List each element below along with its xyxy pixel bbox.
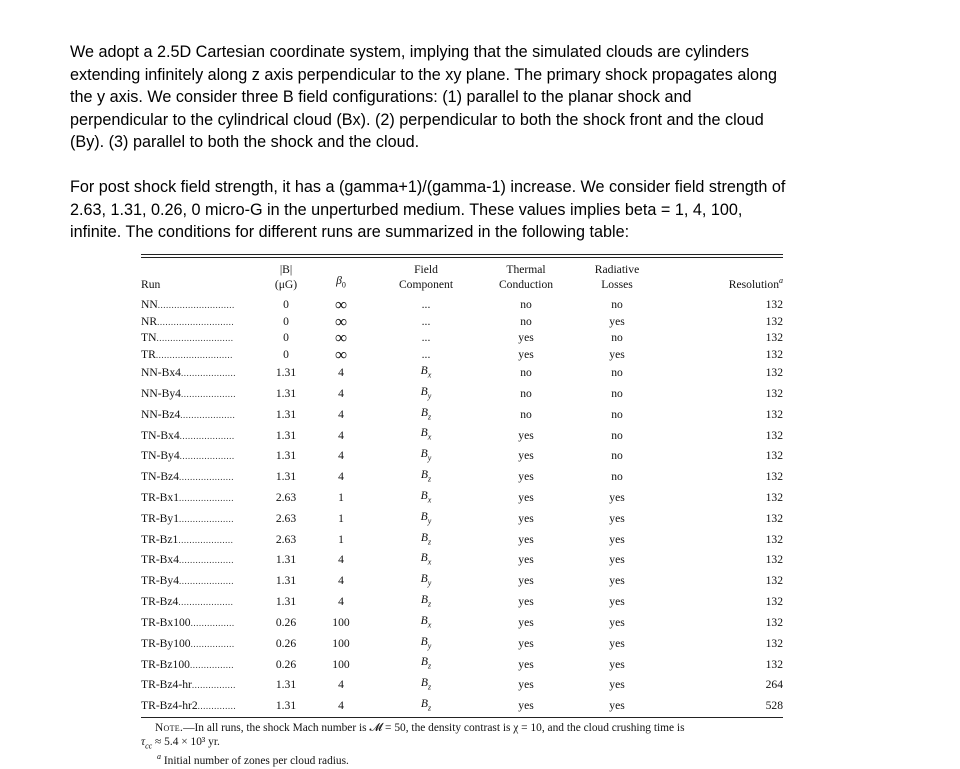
cell-run (141, 571, 261, 592)
field-symbol: B (420, 592, 428, 606)
cell-field-component (371, 654, 481, 675)
run-name: TR-Bz4-hr (141, 678, 192, 692)
cell-b-magnitude: 0.26 (275, 615, 297, 629)
table-row (141, 613, 787, 634)
run-name: TN-Bx4 (141, 428, 180, 442)
cell-radiative-losses: yes (609, 553, 625, 567)
field-subscript: z (427, 411, 432, 421)
run-name: TR-Bx100 (141, 615, 191, 629)
text-line: perpendicular to the cylindrical cloud (Bx). (2) perpendicular to both the shock front and the cloud (70, 110, 764, 129)
note-line-1 (141, 721, 783, 736)
cell-resolution: 264 (765, 678, 783, 692)
cell-b-magnitude: 1.31 (275, 470, 297, 484)
cell-run (141, 509, 261, 530)
run-name: TR-By4 (141, 574, 180, 588)
table-note (141, 721, 783, 769)
cell-radiative-losses: no (611, 298, 623, 311)
cell-b-magnitude: 0.26 (275, 657, 297, 671)
cell-run (141, 592, 261, 613)
header-b-magnitude: |B| (μG) (274, 263, 298, 291)
cell-resolution: 132 (765, 314, 783, 328)
run-name: TN-By4 (141, 449, 180, 463)
runs-table-figure (141, 254, 783, 769)
cell-radiative-losses: yes (609, 347, 625, 361)
cell-beta: 4 (338, 595, 344, 609)
cell-beta: 4 (338, 699, 344, 713)
cell-radiative-losses: no (611, 386, 623, 400)
cell-run (141, 675, 261, 696)
field-subscript: z (427, 703, 432, 713)
leader-dots: .................... (178, 534, 234, 545)
field-symbol: B (420, 572, 428, 586)
cell-field-component (371, 509, 481, 530)
header-beta: $\beta_0$ (336, 273, 346, 289)
cell-beta: 4 (338, 470, 344, 484)
field-subscript: z (427, 599, 432, 609)
leader-dots: .................... (179, 430, 235, 441)
cell-resolution: 132 (765, 595, 783, 609)
field-symbol: B (420, 468, 428, 482)
field-subscript: y (427, 640, 432, 650)
cell-run (141, 384, 261, 405)
cell-thermal-conduction: no (520, 298, 532, 311)
field-symbol: B (420, 697, 428, 710)
cell-field-component (371, 613, 481, 634)
cell-radiative-losses: no (611, 428, 623, 442)
field-subscript: z (427, 661, 432, 671)
paragraph-gap (70, 154, 910, 177)
cell-resolution: 132 (765, 615, 783, 629)
text-line: For post shock field strength, it has a (gamma+1)/(gamma-1) increase. We consider field strength of (70, 178, 786, 196)
cell-b-magnitude: 0 (283, 347, 289, 361)
field-subscript: x (427, 620, 432, 630)
cell-radiative-losses: yes (609, 532, 625, 546)
cell-field-component (371, 405, 481, 426)
cell-radiative-losses: no (611, 470, 623, 484)
paragraph-setup (70, 41, 910, 154)
footnote-marker: a (157, 752, 161, 762)
field-subscript: z (427, 474, 432, 484)
run-name: TR-Bz4 (141, 595, 179, 609)
cell-resolution: 132 (765, 428, 783, 442)
table-row (141, 467, 787, 488)
cell-field-component (371, 363, 481, 384)
leader-dots: .................... (178, 597, 234, 608)
cell-radiative-losses: yes (609, 699, 625, 713)
leader-dots: ............................ (155, 349, 233, 360)
leader-dots: .................... (179, 451, 235, 462)
cell-resolution: 132 (765, 657, 783, 671)
cell-field-component (371, 696, 481, 717)
leader-dots: .................... (180, 368, 236, 379)
cell-run (141, 405, 261, 426)
header-radiative-losses: Radiative Losses (594, 263, 640, 291)
cell-thermal-conduction: yes (518, 699, 534, 713)
note-line-2: $\tau_{cc} \approx 5.4 \times 10^3$ yr. (141, 736, 220, 751)
table-row (141, 297, 787, 314)
run-name: TR-Bz1 (141, 532, 179, 546)
cell-field-component (371, 634, 481, 655)
cell-resolution: 132 (765, 407, 783, 421)
leader-dots: ................ (189, 659, 234, 670)
leader-dots: ............................ (157, 300, 235, 310)
cell-radiative-losses: no (611, 407, 623, 421)
slide-body-text (70, 41, 910, 244)
cell-field-component (371, 550, 481, 571)
cell-thermal-conduction: yes (518, 595, 534, 609)
cell-run (141, 696, 261, 717)
field-symbol: ... (421, 347, 431, 361)
text-line: extending infinitely along z axis perpendicular to the xy plane. The primary shock propagates along (70, 65, 777, 84)
cell-field-component (371, 425, 481, 446)
field-subscript: y (427, 516, 432, 525)
cell-radiative-losses: yes (609, 574, 625, 588)
cell-field-component (371, 347, 481, 364)
cell-field-component (371, 675, 481, 696)
cell-resolution: 132 (765, 511, 783, 525)
cell-beta: 4 (338, 553, 344, 567)
cell-run (141, 330, 261, 347)
header-thermal-conduction: Thermal Conduction (498, 263, 554, 291)
field-symbol: B (420, 530, 428, 544)
leader-dots: .................... (179, 472, 234, 483)
leader-dots: .................... (179, 493, 235, 504)
leader-dots: ................ (190, 638, 235, 649)
cell-resolution: 132 (765, 449, 783, 463)
run-name: NN (141, 298, 158, 311)
table-body (141, 297, 787, 717)
cell-resolution: 132 (765, 298, 783, 311)
run-name: TN-Bz4 (141, 470, 179, 484)
field-symbol: B (420, 676, 428, 690)
table-row (141, 592, 787, 613)
cell-b-magnitude: 1.31 (275, 678, 297, 692)
note-text: —In all runs, the shock Mach number is 𝓜 = 50, the density contrast is χ = 10, and the cloud crushing time is (183, 721, 685, 734)
cell-thermal-conduction: yes (518, 511, 534, 525)
field-subscript: y (427, 578, 432, 588)
cell-resolution: 132 (765, 331, 783, 344)
field-symbol: B (420, 634, 428, 648)
cell-thermal-conduction: yes (518, 470, 534, 484)
note-footnote (141, 754, 783, 769)
field-symbol: ... (421, 298, 431, 311)
leader-dots: .................... (179, 513, 235, 524)
cell-field-component (371, 330, 481, 347)
field-symbol: B (420, 551, 428, 565)
cell-thermal-conduction: yes (518, 331, 534, 344)
paragraph-field-strength (70, 176, 910, 244)
cell-field-component (371, 384, 481, 405)
cell-radiative-losses: yes (609, 491, 625, 505)
cell-b-magnitude: 1.31 (275, 574, 297, 588)
cell-radiative-losses: yes (609, 678, 625, 692)
leader-dots: .............. (197, 701, 237, 712)
run-name: TR-Bx1 (141, 491, 180, 505)
table-row (141, 384, 787, 405)
cell-beta: ∞ (334, 346, 348, 363)
cell-run (141, 314, 261, 331)
cell-beta: 4 (338, 366, 344, 380)
field-symbol: B (420, 447, 428, 461)
cell-beta: ∞ (334, 297, 348, 314)
cell-beta: 1 (338, 532, 344, 546)
table-row (141, 488, 787, 509)
cell-b-magnitude: 2.63 (275, 532, 297, 546)
leader-dots: ............................ (156, 333, 234, 343)
footnote-text: Initial number of zones per cloud radius. (163, 755, 349, 768)
cell-thermal-conduction: yes (518, 657, 534, 671)
table-row (141, 509, 787, 530)
header-resolution: Resolution$^a$ (728, 276, 783, 291)
cell-thermal-conduction: no (520, 386, 532, 400)
run-name: TR-By100 (141, 636, 191, 650)
cell-b-magnitude: 1.31 (275, 386, 297, 400)
cell-thermal-conduction: yes (518, 532, 534, 546)
cell-radiative-losses: yes (609, 595, 625, 609)
text-line: the y axis. We consider three B field configurations: (1) parallel to the planar shock and (70, 88, 692, 106)
cell-radiative-losses: no (611, 449, 623, 463)
cell-thermal-conduction: yes (518, 428, 534, 442)
cell-beta: 4 (338, 678, 344, 692)
leader-dots: ............................ (157, 316, 235, 327)
cell-b-magnitude: 1.31 (275, 428, 297, 442)
cell-field-component (371, 488, 481, 509)
field-subscript: z (427, 682, 432, 692)
cell-thermal-conduction: yes (518, 615, 534, 629)
cell-b-magnitude: 2.63 (275, 491, 297, 505)
cell-run (141, 297, 261, 314)
text-line: We adopt a 2.5D Cartesian coordinate system, implying that the simulated clouds are cylinders (70, 43, 750, 61)
table-row (141, 654, 787, 675)
field-symbol: ... (421, 314, 431, 328)
table-row (141, 696, 787, 717)
table-row (141, 405, 787, 426)
run-name: TR-Bz4-hr2 (141, 699, 198, 713)
run-name: TR-Bx4 (141, 553, 180, 567)
cell-field-component (371, 467, 481, 488)
field-symbol: B (420, 384, 428, 398)
table-row (141, 363, 787, 384)
table-row (141, 330, 787, 347)
cell-field-component (371, 592, 481, 613)
cell-beta: 100 (332, 636, 350, 650)
cell-beta: 100 (332, 615, 350, 629)
note-label: Note. (155, 721, 184, 734)
run-name: NN-Bz4 (141, 407, 181, 421)
table-row (141, 571, 787, 592)
note-crushing-time: ≈ 5.4 × 10³ yr. (155, 736, 220, 749)
leader-dots: ................ (190, 617, 235, 628)
cell-b-magnitude: 0 (283, 314, 289, 328)
cell-resolution: 132 (765, 470, 783, 484)
table-bottom-rule (141, 717, 783, 718)
cell-run (141, 550, 261, 571)
field-subscript: x (427, 495, 432, 505)
cell-resolution: 132 (765, 386, 783, 400)
cell-beta: 1 (338, 491, 344, 505)
run-name: TR-By1 (141, 511, 180, 525)
cell-beta: 4 (338, 407, 344, 421)
cell-beta: 4 (338, 386, 344, 400)
field-symbol: B (420, 509, 428, 523)
cell-run (141, 530, 261, 551)
cell-resolution: 132 (765, 532, 783, 546)
header-field-component: Field Component (398, 263, 454, 291)
field-symbol: B (420, 405, 428, 419)
cell-thermal-conduction: yes (518, 636, 534, 650)
cell-b-magnitude: 1.31 (275, 699, 297, 713)
cell-field-component (371, 297, 481, 314)
field-symbol: ... (421, 331, 431, 344)
cell-run (141, 363, 261, 384)
table-row (141, 675, 787, 696)
cell-field-component (371, 314, 481, 331)
cell-run (141, 446, 261, 467)
run-name: NN-By4 (141, 386, 181, 400)
cell-beta: 4 (338, 574, 344, 588)
table-row (141, 530, 787, 551)
run-name: TR (141, 347, 156, 361)
cell-radiative-losses: yes (609, 511, 625, 525)
text-line: (By). (3) parallel to both the shock and the cloud. (70, 133, 420, 151)
field-symbol: B (420, 364, 428, 377)
cell-run (141, 467, 261, 488)
cell-beta: ∞ (334, 330, 348, 347)
cell-resolution: 132 (765, 366, 783, 380)
cell-resolution: 132 (765, 574, 783, 588)
cell-radiative-losses: no (611, 366, 623, 380)
cell-b-magnitude: 1.31 (275, 366, 297, 380)
table-row (141, 550, 787, 571)
table-row (141, 314, 787, 331)
cell-field-component (371, 571, 481, 592)
cell-beta: ∞ (334, 313, 348, 330)
table-row (141, 446, 787, 467)
cell-run (141, 425, 261, 446)
table-row (141, 634, 787, 655)
leader-dots: .................... (180, 409, 236, 420)
cell-b-magnitude: 1.31 (275, 553, 297, 567)
cell-radiative-losses: yes (609, 615, 625, 629)
field-symbol: B (420, 488, 428, 502)
cell-radiative-losses: yes (609, 314, 625, 328)
table-row (141, 347, 787, 364)
cell-field-component (371, 530, 481, 551)
cell-thermal-conduction: no (520, 407, 532, 421)
cell-thermal-conduction: yes (518, 347, 534, 361)
cell-b-magnitude: 1.31 (275, 595, 297, 609)
field-subscript: y (427, 391, 432, 401)
leader-dots: .................... (179, 576, 235, 587)
cell-resolution: 132 (765, 491, 783, 505)
text-line: infinite. The conditions for different runs are summarized in the following table: (70, 223, 630, 241)
cell-b-magnitude: 1.31 (275, 407, 297, 421)
run-name: NN-Bx4 (141, 366, 181, 380)
cell-thermal-conduction: yes (518, 449, 534, 463)
cell-resolution: 528 (765, 699, 783, 713)
run-name: TR-Bz100 (141, 657, 190, 671)
cell-b-magnitude: 0 (283, 298, 289, 311)
cell-radiative-losses: yes (609, 657, 625, 671)
table-header-row (141, 258, 787, 297)
field-subscript: x (427, 432, 432, 442)
run-name: NR (141, 314, 158, 328)
cell-thermal-conduction: yes (518, 553, 534, 567)
cell-resolution: 132 (765, 347, 783, 361)
field-symbol: B (420, 655, 428, 669)
table-row (141, 425, 787, 446)
cell-run (141, 347, 261, 364)
field-subscript: x (427, 370, 432, 380)
cell-b-magnitude: 1.31 (275, 449, 297, 463)
cell-beta: 4 (338, 428, 344, 442)
runs-table (141, 258, 787, 717)
field-subscript: y (427, 453, 432, 463)
run-name: TN (141, 331, 157, 344)
cell-thermal-conduction: yes (518, 678, 534, 692)
cell-thermal-conduction: no (520, 314, 532, 328)
cell-b-magnitude: 0.26 (275, 636, 297, 650)
leader-dots: .................... (179, 555, 235, 566)
field-subscript: x (427, 557, 432, 567)
cell-thermal-conduction: yes (518, 491, 534, 505)
cell-resolution: 132 (765, 553, 783, 567)
cell-thermal-conduction: no (520, 366, 532, 380)
cell-run (141, 613, 261, 634)
cell-radiative-losses: no (611, 331, 623, 344)
cell-radiative-losses: yes (609, 636, 625, 650)
cell-beta: 100 (332, 657, 350, 671)
cell-field-component (371, 446, 481, 467)
leader-dots: ................ (191, 680, 236, 691)
header-run: Run (141, 278, 161, 291)
cell-b-magnitude: 2.63 (275, 511, 297, 525)
cell-thermal-conduction: yes (518, 574, 534, 588)
cell-beta: 1 (338, 511, 344, 525)
cell-run (141, 654, 261, 675)
text-line: 2.63, 1.31, 0.26, 0 micro-G in the unperturbed medium. These values implies beta = 1, 4, 100, (70, 200, 743, 219)
field-subscript: z (427, 536, 432, 546)
leader-dots: .................... (180, 388, 236, 399)
cell-beta: 4 (338, 449, 344, 463)
field-symbol: B (420, 426, 428, 440)
cell-resolution: 132 (765, 636, 783, 650)
field-symbol: B (420, 613, 428, 627)
cell-run (141, 488, 261, 509)
cell-b-magnitude: 0 (283, 331, 289, 344)
cell-run (141, 634, 261, 655)
